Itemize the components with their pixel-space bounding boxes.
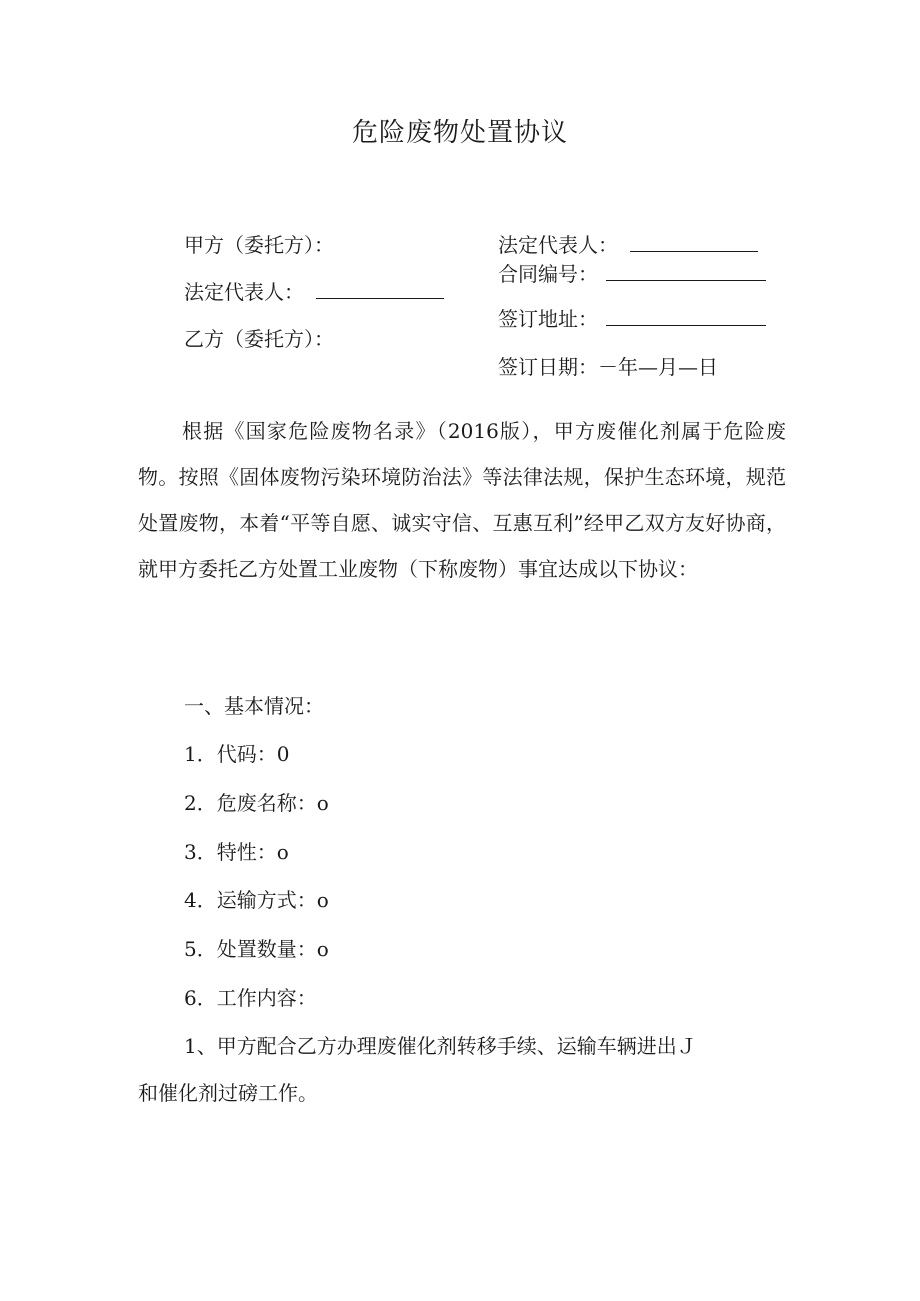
right-representative-label: 法定代表人： [498, 233, 618, 257]
sign-date [498, 353, 718, 381]
sign-address-blank [606, 309, 766, 326]
party-a-label: 甲方（委托方）： [184, 233, 334, 257]
intro-paragraph: 根据《国家危险废物名录》（2016版），甲方废催化剂属于危险废物。按照《固体废物污染环境防治法》等法律法规，保护生态环境，规范处置废物，本着“平等自愿、诚实守信、互惠互利”经甲乙双方友好协商，就甲方委托乙方处置工业废物（下称废物）事宜达成以下协议： [138, 419, 786, 581]
list-item: 2．危废名称：o [184, 791, 329, 815]
right-representative-blank [630, 235, 758, 252]
contract-number [498, 260, 766, 288]
party-a-representative-label: 法定代表人： [184, 280, 304, 304]
work-content-line-2: 和催化剂过磅工作。 [138, 1081, 318, 1105]
list-item: 3．特性：o [184, 840, 289, 864]
contract-number-blank [606, 264, 766, 281]
list-item: 4．运输方式：o [184, 888, 329, 912]
party-b-label: 乙方（委托方）： [184, 327, 334, 351]
work-content-line-1: 1、甲方配合乙方办理废催化剂转移手续、运输车辆进出Ｊ [184, 1034, 697, 1058]
sign-address-label: 签订地址： [498, 307, 598, 331]
sign-address [498, 305, 766, 333]
list-item: 5．处置数量：o [184, 937, 329, 961]
party-a-representative-blank [316, 282, 444, 299]
party-a-representative [184, 278, 444, 306]
sign-date-value: －年—月—日 [598, 355, 718, 379]
list-item: 1．代码：0 [184, 742, 290, 766]
sign-date-label: 签订日期： [498, 355, 598, 379]
section-heading: 一、基本情况： [184, 694, 324, 718]
contract-number-label: 合同编号： [498, 262, 598, 286]
document-title: 危险废物处置协议 [351, 118, 568, 148]
list-item: 6．工作内容： [184, 986, 317, 1010]
right-representative [498, 231, 758, 259]
